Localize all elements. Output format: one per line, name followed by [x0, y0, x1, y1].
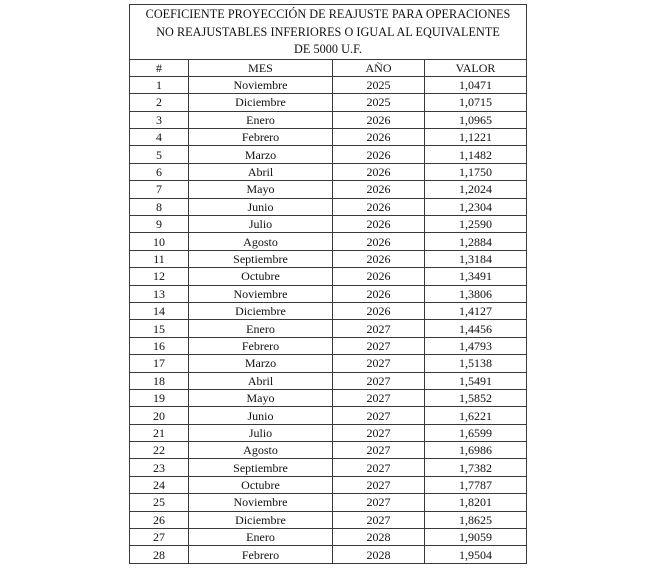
- cell-mes: Noviembre: [189, 285, 333, 302]
- cell-valor: 1,2024: [425, 181, 527, 198]
- cell-anio: 2027: [333, 389, 425, 406]
- cell-num: 12: [130, 268, 189, 285]
- cell-valor: 1,1221: [425, 129, 527, 146]
- cell-anio: 2027: [333, 442, 425, 459]
- cell-anio: 2026: [333, 250, 425, 267]
- cell-num: 25: [130, 494, 189, 511]
- table-row: [130, 407, 527, 424]
- cell-anio: 2026: [333, 146, 425, 163]
- cell-mes: Julio: [189, 216, 333, 233]
- cell-valor: 1,2304: [425, 198, 527, 215]
- cell-mes: Junio: [189, 198, 333, 215]
- cell-anio: 2026: [333, 285, 425, 302]
- cell-num: 19: [130, 389, 189, 406]
- cell-anio: 2028: [333, 546, 425, 563]
- cell-mes: Enero: [189, 111, 333, 128]
- cell-num: 26: [130, 511, 189, 528]
- table-title-line-1: COEFICIENTE PROYECCIÓN DE REAJUSTE PARA OPERACIONES: [145, 7, 511, 21]
- cell-mes: Noviembre: [189, 494, 333, 511]
- cell-valor: 1,7787: [425, 476, 527, 493]
- cell-mes: Junio: [189, 407, 333, 424]
- cell-num: 15: [130, 320, 189, 337]
- table-row: [130, 268, 527, 285]
- cell-mes: Diciembre: [189, 302, 333, 319]
- cell-mes: Octubre: [189, 476, 333, 493]
- cell-mes: Febrero: [189, 129, 333, 146]
- cell-anio: 2026: [333, 129, 425, 146]
- cell-mes: Mayo: [189, 389, 333, 406]
- table-row: [130, 546, 527, 563]
- cell-mes: Septiembre: [189, 250, 333, 267]
- table-title: [130, 5, 527, 60]
- cell-anio: 2027: [333, 494, 425, 511]
- cell-valor: 1,0965: [425, 111, 527, 128]
- table-row: [130, 198, 527, 215]
- cell-mes: Marzo: [189, 146, 333, 163]
- cell-anio: 2027: [333, 355, 425, 372]
- cell-valor: 1,3184: [425, 250, 527, 267]
- cell-anio: 2027: [333, 476, 425, 493]
- cell-num: 24: [130, 476, 189, 493]
- column-header-mes: MES: [189, 59, 333, 76]
- cell-mes: Diciembre: [189, 94, 333, 111]
- table-row: [130, 337, 527, 354]
- cell-anio: 2028: [333, 529, 425, 546]
- table-row: [130, 459, 527, 476]
- cell-num: 23: [130, 459, 189, 476]
- cell-anio: 2027: [333, 337, 425, 354]
- cell-mes: Febrero: [189, 546, 333, 563]
- cell-mes: Febrero: [189, 337, 333, 354]
- cell-valor: 1,3806: [425, 285, 527, 302]
- table-row: [130, 76, 527, 93]
- cell-valor: 1,7382: [425, 459, 527, 476]
- cell-mes: Mayo: [189, 181, 333, 198]
- cell-num: 16: [130, 337, 189, 354]
- cell-num: 14: [130, 302, 189, 319]
- table-title-line-3: DE 5000 U.F.: [294, 42, 363, 56]
- cell-valor: 1,0715: [425, 94, 527, 111]
- table-row: [130, 111, 527, 128]
- cell-valor: 1,8201: [425, 494, 527, 511]
- cell-num: 20: [130, 407, 189, 424]
- cell-valor: 1,2590: [425, 216, 527, 233]
- table-row: [130, 216, 527, 233]
- cell-mes: Julio: [189, 424, 333, 441]
- table-row: [130, 250, 527, 267]
- cell-mes: Octubre: [189, 268, 333, 285]
- cell-valor: 1,5138: [425, 355, 527, 372]
- cell-num: 11: [130, 250, 189, 267]
- cell-anio: 2026: [333, 233, 425, 250]
- table-row: [130, 129, 527, 146]
- table-row: [130, 424, 527, 441]
- column-header-anio: AÑO: [333, 59, 425, 76]
- cell-anio: 2027: [333, 511, 425, 528]
- table-row: [130, 355, 527, 372]
- cell-num: 18: [130, 372, 189, 389]
- title-row: [130, 5, 527, 60]
- cell-valor: 1,8625: [425, 511, 527, 528]
- cell-mes: Agosto: [189, 442, 333, 459]
- cell-mes: Marzo: [189, 355, 333, 372]
- column-header-num: #: [130, 59, 189, 76]
- cell-anio: 2027: [333, 424, 425, 441]
- cell-num: 6: [130, 163, 189, 180]
- cell-num: 1: [130, 76, 189, 93]
- cell-valor: 1,9059: [425, 529, 527, 546]
- cell-num: 5: [130, 146, 189, 163]
- coefficient-table: [129, 4, 527, 564]
- table-row: [130, 372, 527, 389]
- cell-mes: Agosto: [189, 233, 333, 250]
- cell-valor: 1,3491: [425, 268, 527, 285]
- cell-num: 7: [130, 181, 189, 198]
- table-row: [130, 494, 527, 511]
- cell-anio: 2026: [333, 111, 425, 128]
- cell-anio: 2026: [333, 198, 425, 215]
- table-row: [130, 285, 527, 302]
- cell-mes: Septiembre: [189, 459, 333, 476]
- cell-anio: 2026: [333, 268, 425, 285]
- cell-anio: 2027: [333, 320, 425, 337]
- cell-valor: 1,6221: [425, 407, 527, 424]
- table-row: [130, 233, 527, 250]
- cell-anio: 2026: [333, 216, 425, 233]
- cell-num: 28: [130, 546, 189, 563]
- table-row: [130, 389, 527, 406]
- cell-anio: 2025: [333, 76, 425, 93]
- cell-mes: Noviembre: [189, 76, 333, 93]
- cell-valor: 1,2884: [425, 233, 527, 250]
- table-row: [130, 163, 527, 180]
- table-row: [130, 320, 527, 337]
- table-row: [130, 529, 527, 546]
- table-title-line-2: NO REAJUSTABLES INFERIORES O IGUAL AL EQUIVALENTE: [156, 24, 500, 39]
- cell-anio: 2027: [333, 372, 425, 389]
- cell-num: 4: [130, 129, 189, 146]
- cell-valor: 1,4456: [425, 320, 527, 337]
- cell-num: 9: [130, 216, 189, 233]
- cell-mes: Abril: [189, 163, 333, 180]
- header-row: [130, 59, 527, 76]
- cell-num: 21: [130, 424, 189, 441]
- column-header-valor: VALOR: [425, 59, 527, 76]
- table-row: [130, 94, 527, 111]
- cell-valor: 1,4793: [425, 337, 527, 354]
- table-row: [130, 146, 527, 163]
- cell-num: 13: [130, 285, 189, 302]
- cell-valor: 1,1750: [425, 163, 527, 180]
- cell-mes: Enero: [189, 320, 333, 337]
- cell-num: 22: [130, 442, 189, 459]
- cell-num: 17: [130, 355, 189, 372]
- cell-valor: 1,5491: [425, 372, 527, 389]
- cell-valor: 1,5852: [425, 389, 527, 406]
- cell-num: 10: [130, 233, 189, 250]
- cell-anio: 2025: [333, 94, 425, 111]
- cell-num: 27: [130, 529, 189, 546]
- cell-mes: Enero: [189, 529, 333, 546]
- cell-valor: 1,0471: [425, 76, 527, 93]
- cell-num: 2: [130, 94, 189, 111]
- cell-valor: 1,1482: [425, 146, 527, 163]
- cell-anio: 2027: [333, 459, 425, 476]
- table-row: [130, 302, 527, 319]
- cell-anio: 2026: [333, 181, 425, 198]
- cell-num: 3: [130, 111, 189, 128]
- cell-anio: 2026: [333, 163, 425, 180]
- cell-valor: 1,4127: [425, 302, 527, 319]
- cell-num: 8: [130, 198, 189, 215]
- cell-valor: 1,6599: [425, 424, 527, 441]
- cell-anio: 2026: [333, 302, 425, 319]
- table-row: [130, 181, 527, 198]
- table-row: [130, 511, 527, 528]
- table-body: [130, 76, 527, 563]
- table-row: [130, 442, 527, 459]
- cell-valor: 1,6986: [425, 442, 527, 459]
- cell-anio: 2027: [333, 407, 425, 424]
- cell-valor: 1,9504: [425, 546, 527, 563]
- cell-mes: Diciembre: [189, 511, 333, 528]
- table-row: [130, 476, 527, 493]
- cell-mes: Abril: [189, 372, 333, 389]
